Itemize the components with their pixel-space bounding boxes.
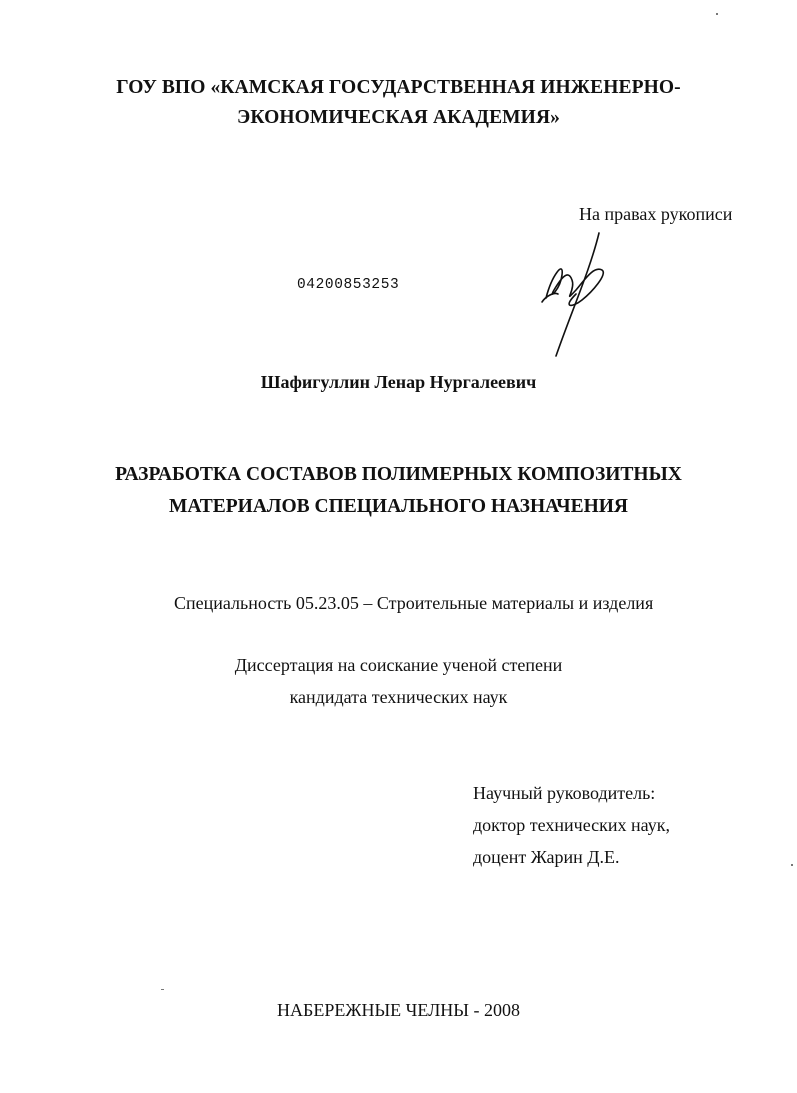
dissertation-title-line-1: РАЗРАБОТКА СОСТАВОВ ПОЛИМЕРНЫХ КОМПОЗИТНЫХ bbox=[115, 464, 682, 485]
organization-line-2: ЭКОНОМИЧЕСКАЯ АКАДЕМИЯ» bbox=[237, 107, 560, 128]
city-and-year: НАБЕРЕЖНЫЕ ЧЕЛНЫ - 2008 bbox=[276, 1000, 520, 1020]
specialty-line: Специальность 05.23.05 – Строительные материалы и изделия bbox=[174, 593, 654, 613]
dissertation-degree-line-2: кандидата технических наук bbox=[289, 687, 508, 707]
scan-speck bbox=[716, 13, 718, 15]
supervisor-label: Научный руководитель: bbox=[473, 783, 656, 803]
dissertation-title-line-2: МАТЕРИАЛОВ СПЕЦИАЛЬНОГО НАЗНАЧЕНИЯ bbox=[168, 496, 628, 517]
organization-line-1: ГОУ ВПО «КАМСКАЯ ГОСУДАРСТВЕННАЯ ИНЖЕНЕРНО- bbox=[116, 77, 681, 98]
author-name: Шафигуллин Ленар Нургалеевич bbox=[260, 372, 537, 392]
supervisor-name: доцент Жарин Д.Е. bbox=[473, 847, 620, 867]
handwritten-signature bbox=[532, 230, 612, 362]
manuscript-rights-note: На правах рукописи bbox=[579, 204, 733, 224]
registration-number: 04200853253 bbox=[297, 277, 400, 293]
dissertation-degree-line-1: Диссертация на соискание ученой степени bbox=[234, 655, 563, 675]
supervisor-degree: доктор технических наук, bbox=[473, 815, 670, 835]
scan-speck bbox=[791, 864, 793, 866]
scan-speck bbox=[161, 989, 164, 990]
